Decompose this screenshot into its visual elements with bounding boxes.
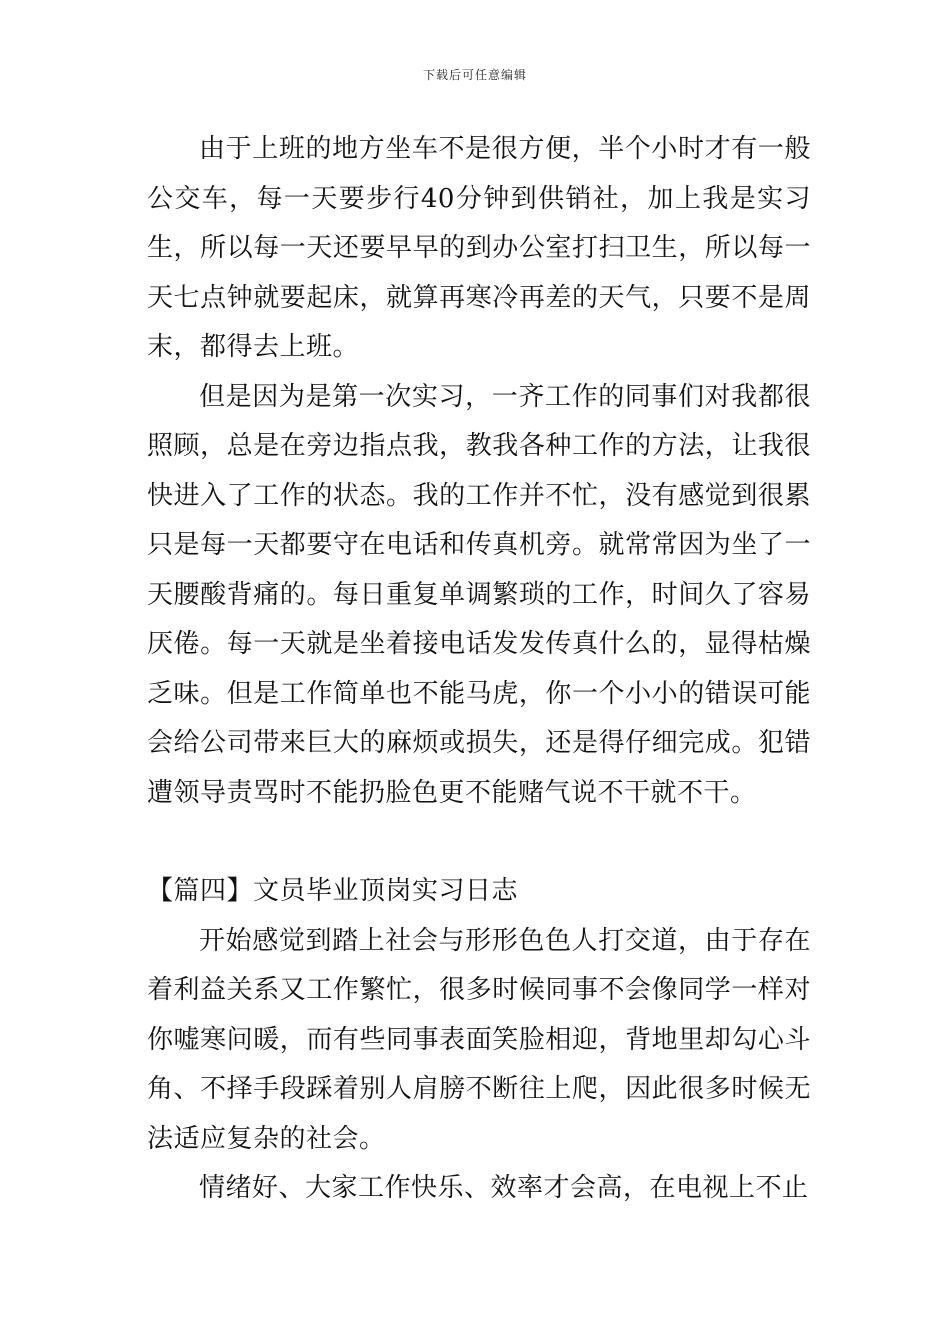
section-heading: 【篇四】文员毕业顶岗实习日志 [147, 876, 519, 906]
paragraph-mood: 情绪好、大家工作快乐、效率才会高，在电视上不止 [199, 1173, 809, 1203]
paragraph-society: 开始感觉到踏上社会与形形色色人打交道，由于存在着利益关系又工作繁忙，很多时候同事不会像同学一样对你嘘寒问暖，而有些同事表面笑脸相迎，背地里却勾心斗角、不择手段踩着别人肩膀不断往上爬，因此很多时候无法适应复杂的社会。 [147, 925, 811, 1154]
page-header-note: 下载后可任意编辑 [422, 68, 527, 82]
document-body [147, 125, 811, 1214]
paragraph-first-internship: 但是因为是第一次实习，一齐工作的同事们对我都很照顾，总是在旁边指点我，教我各种工作的方法，让我很快进入了工作的状态。我的工作并不忙，没有感觉到很累只是每一天都要守在电话和传真机旁。就常常因为坐了一天腰酸背痛的。每日重复单调繁琐的工作，时间久了容易厌倦。每一天就是坐着接电话发发传真什么的，显得枯燥乏味。但是工作简单也不能马虎，你一个小小的错误可能会给公司带来巨大的麻烦或损失，还是得仔细完成。犯错遭领导责骂时不能扔脸色更不能赌气说不干就不干。 [147, 381, 811, 808]
paragraph-commute: 由于上班的地方坐车不是很方便，半个小时才有一般公交车，每一天要步行40分钟到供销社，加上我是实习生，所以每一天还要早早的到办公室打扫卫生，所以每一天七点钟就要起床，就算再寒冷再差的天气，只要不是周末，都得去上班。 [147, 134, 811, 362]
